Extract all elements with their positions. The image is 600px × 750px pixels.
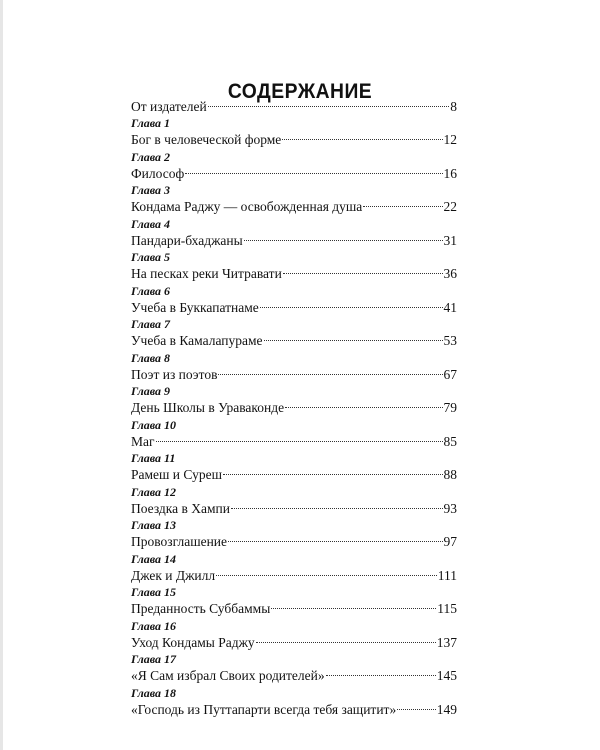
page-number: 67 (443, 366, 457, 382)
dot-leader (260, 307, 443, 308)
toc-entry (131, 451, 457, 485)
toc-line (131, 97, 457, 116)
chapter-label: Глава 10 (131, 417, 177, 432)
chapter-label: Глава 13 (131, 518, 177, 532)
toc-entry (131, 150, 457, 184)
page-number: 88 (443, 467, 457, 482)
dot-leader (397, 709, 436, 710)
chapter-label: Глава 15 (131, 585, 177, 599)
toc-entry (131, 250, 457, 284)
toc-entry (131, 183, 457, 217)
toc-line (131, 398, 457, 417)
page-number: 53 (443, 333, 457, 348)
toc-entry (131, 619, 457, 653)
toc-line (131, 633, 457, 652)
chapter-label: Глава 17 (131, 652, 177, 666)
toc-line (131, 700, 457, 719)
dot-leader (216, 575, 437, 576)
page-number: 111 (437, 567, 457, 583)
dot-leader (244, 240, 443, 241)
entry-title: Преданность Суббаммы (131, 601, 271, 616)
toc-line (131, 599, 457, 618)
page-number: 145 (436, 668, 457, 683)
dot-leader (326, 675, 436, 676)
dot-leader (156, 441, 443, 442)
entry-title: Провозглашение (131, 534, 228, 549)
chapter-label: Глава 7 (131, 317, 171, 331)
entry-title: Кондама Раджу — освобожденная душа (131, 199, 363, 214)
toc-line (131, 298, 457, 317)
entry-title: Поездка в Хампи (131, 500, 230, 516)
page-title: СОДЕРЖАНИЕ (227, 80, 373, 104)
toc-entry (131, 552, 457, 586)
toc-entry (131, 97, 457, 116)
dot-leader (256, 642, 436, 643)
chapter-label: Глава 12 (131, 484, 177, 499)
toc-entry (131, 384, 457, 418)
toc-entry (131, 585, 457, 619)
dot-leader (285, 407, 442, 408)
dot-leader (264, 340, 443, 341)
toc-line (131, 231, 457, 250)
entry-title: На песках реки Читравати (131, 266, 282, 281)
page-number: 22 (443, 199, 457, 214)
chapter-label: Глава 3 (131, 183, 171, 197)
toc-entry (131, 116, 457, 150)
toc-entry (131, 418, 457, 452)
dot-leader (208, 106, 450, 107)
entry-title: Учеба в Буккапатнаме (131, 299, 259, 315)
page-edge (0, 0, 3, 750)
entry-title: Философ (131, 165, 185, 181)
page-number: 12 (443, 132, 457, 147)
toc-entry (131, 485, 457, 519)
toc-line (131, 499, 457, 518)
toc-entry (131, 284, 457, 318)
page-number: 31 (443, 232, 457, 248)
toc-line (131, 264, 457, 283)
toc-line (131, 331, 457, 350)
page-number: 85 (443, 433, 457, 449)
page-number: 8 (450, 99, 457, 114)
page-number: 93 (443, 500, 457, 516)
toc-entry (131, 217, 457, 251)
entry-title: От издателей (131, 99, 207, 114)
toc-entry (131, 317, 457, 351)
entry-title: Джек и Джилл (131, 567, 216, 583)
toc-line (131, 197, 457, 216)
dot-leader (231, 508, 443, 509)
toc-entry (131, 686, 457, 720)
toc-line (131, 465, 457, 484)
dot-leader (218, 374, 442, 375)
chapter-label: Глава 9 (131, 384, 171, 398)
toc-line (131, 566, 457, 585)
toc-line (131, 365, 457, 384)
chapter-label: Глава 18 (131, 685, 177, 700)
toc-entry (131, 518, 457, 552)
chapter-label: Глава 2 (131, 149, 171, 164)
dot-leader (363, 206, 442, 207)
page-number: 36 (443, 266, 457, 281)
chapter-label: Глава 1 (131, 116, 171, 130)
dot-leader (283, 273, 443, 274)
entry-title: Пандари-бхаджаны (131, 232, 243, 248)
toc-entry (131, 652, 457, 686)
entry-title: «Господь из Путтапарти всегда тебя защитит» (131, 701, 397, 717)
entry-title: Бог в человеческой форме (131, 132, 282, 147)
table-of-contents (131, 97, 457, 719)
entry-title: «Я Сам избрал Своих родителей» (131, 668, 325, 683)
page-number: 137 (436, 634, 457, 650)
chapter-label: Глава 16 (131, 618, 177, 633)
toc-line (131, 432, 457, 451)
dot-leader (185, 173, 442, 174)
entry-title: Поэт из поэтов (131, 366, 218, 382)
page-number: 97 (443, 534, 457, 549)
page-number: 115 (437, 601, 457, 616)
chapter-label: Глава 8 (131, 350, 171, 365)
dot-leader (228, 541, 442, 542)
entry-title: Учеба в Камалапураме (131, 333, 263, 348)
toc-line (131, 532, 457, 551)
dot-leader (271, 608, 436, 609)
chapter-label: Глава 6 (131, 283, 171, 298)
entry-title: Уход Кондамы Раджу (131, 634, 255, 650)
chapter-label: Глава 11 (131, 451, 176, 465)
chapter-label: Глава 4 (131, 216, 171, 231)
entry-title: День Школы в Ураваконде (131, 400, 285, 415)
page-number: 149 (436, 701, 457, 717)
page-number: 79 (443, 400, 457, 415)
toc-entry (131, 351, 457, 385)
toc-line (131, 666, 457, 685)
entry-title: Маг (131, 433, 155, 449)
toc-line (131, 164, 457, 183)
dot-leader (282, 139, 442, 140)
entry-title: Рамеш и Суреш (131, 467, 222, 482)
page-number: 16 (443, 165, 457, 181)
chapter-label: Глава 5 (131, 250, 171, 264)
toc-line (131, 130, 457, 149)
dot-leader (223, 474, 443, 475)
page-number: 41 (443, 299, 457, 315)
chapter-label: Глава 14 (131, 551, 177, 566)
